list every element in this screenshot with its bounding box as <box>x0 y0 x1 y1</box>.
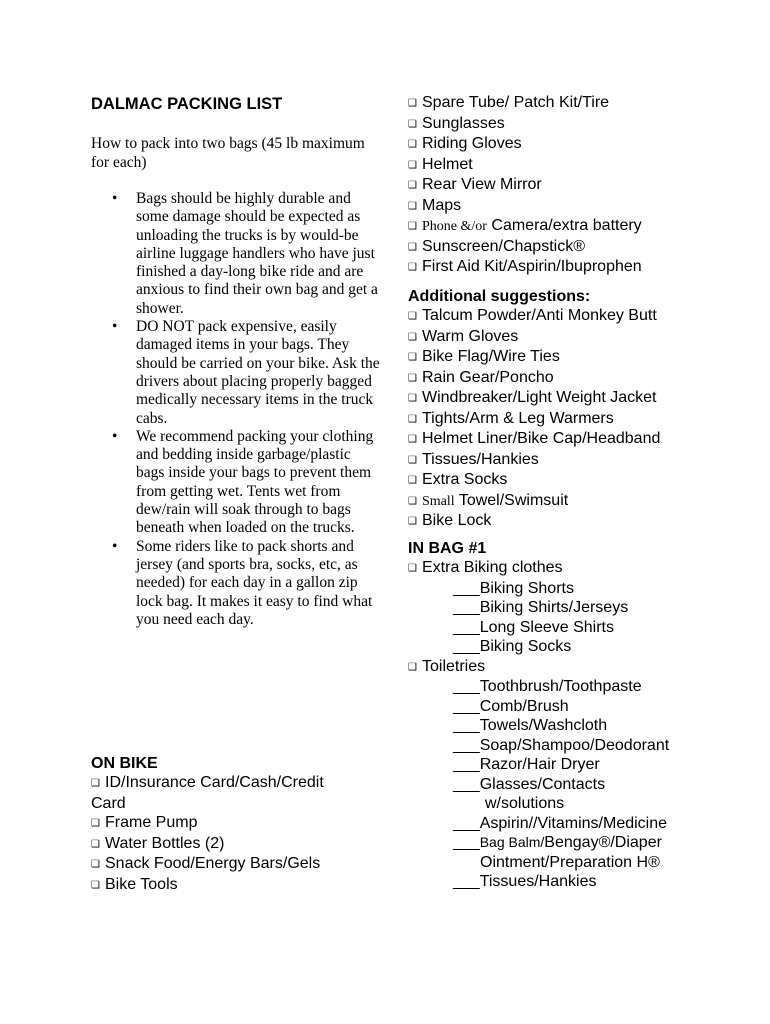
checkbox-icon: ❑ <box>408 311 417 322</box>
bullet-icon: • <box>112 318 118 336</box>
checkbox-icon: ❑ <box>408 159 417 171</box>
checklist-item: ❑ Talcum Powder/Anti Monkey Butt <box>408 306 660 327</box>
checklist-item: ❑ Water Bottles (2) <box>91 834 324 855</box>
on-bike-section <box>91 755 324 895</box>
checklist-item: ❑ Warm Gloves <box>408 327 660 348</box>
sub-item: ___Toothbrush/Toothpaste <box>453 678 642 695</box>
sub-item: ___Biking Shorts <box>453 579 574 597</box>
sub-item: ___Bag Balm/Bengay®/Diaper <box>453 834 662 851</box>
sub-item: ___Tissues/Hankies <box>453 873 597 890</box>
checklist-item: ❑ Small Towel/Swimsuit <box>408 491 660 512</box>
checkbox-icon: ❑ <box>408 221 417 232</box>
checklist-item: ❑ Bike Lock <box>408 511 660 532</box>
checkbox-icon: ❑ <box>408 413 417 425</box>
sub-item: ___Soap/Shampoo/Deodorant <box>453 736 670 754</box>
list-item: • Some riders like to pack shorts and jersey (and sports bra, socks, etc, as needed) for each day in a gallon zip lock bag. It makes it easy to find what you need each day. <box>112 537 373 628</box>
checklist-item-continuation: Card <box>91 794 126 812</box>
checklist-item: ❑ Helmet Liner/Bike Cap/Headband <box>408 429 660 450</box>
checkbox-icon: ❑ <box>408 475 417 486</box>
checklist-item: ❑ Tights/Arm & Leg Warmers <box>408 409 660 430</box>
list-item: • We recommend packing your clothing and bedding inside garbage/plastic bags inside your bags to prevent them from getting wet. Tents wet from dew/rain will soak through to bags beneath when loaded on the trucks. <box>112 427 374 537</box>
checkbox-icon: ❑ <box>408 393 417 404</box>
sub-item: ___Long Sleeve Shirts <box>453 618 614 636</box>
sub-item: ___Glasses/Contacts <box>453 775 606 793</box>
checkbox-icon: ❑ <box>91 778 100 789</box>
checklist-item: ❑ Bike Flag/Wire Ties <box>408 347 660 368</box>
checklist-item: ❑ Rain Gear/Poncho <box>408 368 660 389</box>
checklist-item: ❑ Frame Pump <box>91 813 324 834</box>
checkbox-icon: ❑ <box>91 818 100 829</box>
checklist-item: ❑ Toiletries <box>408 657 669 678</box>
on-bike-continued <box>408 93 642 278</box>
checkbox-icon: ❑ <box>408 454 417 466</box>
checklist-item: ❑ Tissues/Hankies <box>408 450 660 471</box>
checkbox-icon: ❑ <box>408 516 417 527</box>
bag1-section <box>408 540 669 892</box>
checkbox-icon: ❑ <box>408 180 417 191</box>
checklist-item: ❑ Sunscreen/Chapstick® <box>408 237 642 258</box>
sub-item: ___Biking Shirts/Jerseys <box>453 599 629 616</box>
checklist-item: ❑ Helmet <box>408 155 642 176</box>
checkbox-icon: ❑ <box>408 200 417 212</box>
on-bike-heading: ON BIKE <box>91 755 158 772</box>
checklist-item: ❑ Windbreaker/Light Weight Jacket <box>408 388 660 409</box>
checkbox-icon: ❑ <box>91 879 100 891</box>
checklist-item: ❑ First Aid Kit/Aspirin/Ibuprophen <box>408 257 642 278</box>
checklist-item: ❑ ID/Insurance Card/Cash/Credit <box>91 773 324 794</box>
bullet-icon: • <box>112 537 118 555</box>
sub-item-continuation: w/solutions <box>485 795 565 812</box>
checkbox-icon: ❑ <box>408 661 417 673</box>
bullet-icon: • <box>112 190 118 207</box>
checkbox-icon: ❑ <box>408 372 417 384</box>
sub-item: ___Biking Socks <box>453 638 572 655</box>
intro-text: How to pack into two bags (45 lb maximum for each) <box>91 135 365 171</box>
checklist-item: ❑ Phone &/or Camera/extra battery <box>408 216 642 237</box>
checkbox-icon: ❑ <box>408 262 417 273</box>
checklist-item: ❑ Extra Biking clothes <box>408 558 669 579</box>
checklist-item: ❑ Maps <box>408 196 642 217</box>
checklist-item: ❑ Spare Tube/ Patch Kit/Tire <box>408 93 642 114</box>
checkbox-icon: ❑ <box>408 331 417 343</box>
checklist-item: ❑ Rear View Mirror <box>408 175 642 196</box>
checklist-item: ❑ Riding Gloves <box>408 134 642 155</box>
sub-item: ___Towels/Washcloth <box>453 717 608 734</box>
bag1-heading: IN BAG #1 <box>408 540 487 557</box>
checkbox-icon: ❑ <box>408 118 417 130</box>
sub-item: ___Aspirin//Vitamins/Medicine <box>453 814 668 832</box>
page-title: DALMAC PACKING LIST <box>91 95 283 113</box>
list-item: • DO NOT pack expensive, easily damaged items in your bags. They should be carried on your bike. Ask the drivers about placing properly bagged medically necessary items in the truck cabs. <box>112 318 380 427</box>
sub-item: ___Comb/Brush <box>453 697 569 715</box>
sub-item: ___Razor/Hair Dryer <box>453 756 600 773</box>
sub-item-continuation: Ointment/Preparation H® <box>480 853 660 871</box>
list-item: • Bags should be highly durable and some damage should be expected as unloading the trucks is by would-be airline luggage handlers who have just finished a day-long bike ride and are anxious to find their own bag and get a shower. <box>112 190 378 317</box>
checkbox-icon: ❑ <box>408 434 417 445</box>
checkbox-icon: ❑ <box>408 139 417 150</box>
checkbox-icon: ❑ <box>408 563 417 574</box>
checkbox-icon: ❑ <box>408 352 417 363</box>
checkbox-icon: ❑ <box>408 495 417 507</box>
checklist-item: ❑ Bike Tools <box>91 875 324 896</box>
checklist-item: ❑ Snack Food/Energy Bars/Gels <box>91 854 324 875</box>
additional-section <box>408 288 660 532</box>
checkbox-icon: ❑ <box>408 98 417 109</box>
checklist-item: ❑ Extra Socks <box>408 470 660 491</box>
checklist-item: ❑ Sunglasses <box>408 114 642 135</box>
bullet-icon: • <box>112 427 118 445</box>
checkbox-icon: ❑ <box>91 838 100 850</box>
checkbox-icon: ❑ <box>408 241 417 253</box>
additional-heading: Additional suggestions: <box>408 288 591 305</box>
checkbox-icon: ❑ <box>91 859 100 870</box>
guideline-list <box>91 190 381 629</box>
